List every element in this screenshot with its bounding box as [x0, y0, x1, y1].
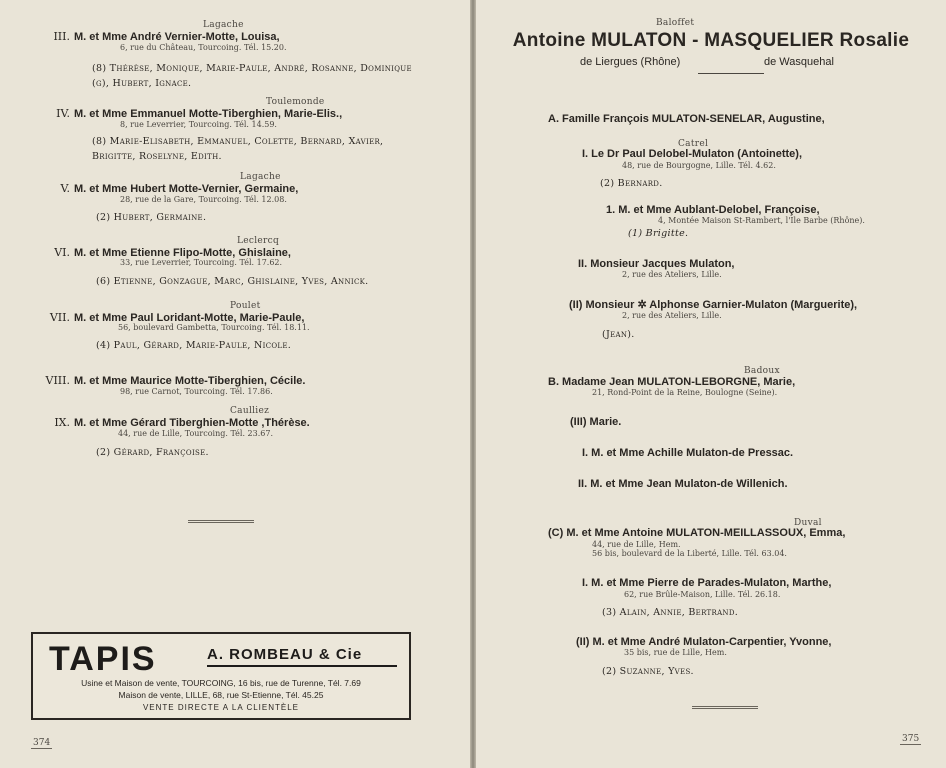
- household-name: M. et Mme Etienne Flipo-Motte, Ghislaine,: [74, 247, 291, 259]
- roman-numeral: VII.: [49, 311, 70, 324]
- maiden-name: Duval: [794, 518, 822, 528]
- household-name: M. et Mme Gérard Tiberghien-Motte ,Thérèse.: [74, 417, 310, 429]
- ad-rule: [207, 665, 397, 667]
- ad-line-2: Maison de vente, LILLE, 68, rue St-Etienne, Tél. 45.25: [118, 690, 324, 700]
- right-page: [476, 0, 946, 768]
- household-name: M. et Mme Hubert Motte-Vernier, Germaine,: [74, 183, 299, 195]
- household-heading: [40, 374, 305, 387]
- household-name: M. et Mme Maurice Motte-Tiberghien, Cécile.: [74, 375, 306, 387]
- address: 62, rue Brûle-Maison, Lille. Tél. 26.18.: [624, 590, 781, 599]
- household-heading: [40, 182, 298, 195]
- household-heading: [40, 107, 342, 120]
- maiden-name: Toulemonde: [266, 97, 325, 107]
- address: 4, Montée Maison St-Rambert, l'Ile Barbe (Rhône).: [658, 216, 865, 225]
- advertisement: [31, 632, 411, 720]
- roman-numeral: III.: [53, 30, 70, 43]
- ad-line-3: VENTE DIRECTE A LA CLIENTÈLE: [142, 703, 300, 712]
- ad-line-1: Usine et Maison de vente, TOURCOING, 16 bis, rue de Turenne, Tél. 7.69: [81, 678, 361, 688]
- address: 28, rue de la Gare, Tourcoing. Tél. 12.08.: [120, 195, 287, 204]
- household-name: M. et Mme André Vernier-Motte, Louisa,: [74, 31, 280, 43]
- address: 44, rue de Lille, Tourcoing. Tél. 23.67.: [118, 429, 273, 438]
- branch-heading: (C) M. et Mme Antoine MULATON-MEILLASSOUX, Emma,: [548, 527, 846, 539]
- branch-heading: B. Madame Jean MULATON-LEBORGNE, Marie,: [548, 376, 796, 388]
- household-heading: (III) Marie.: [570, 416, 622, 428]
- household-heading: [40, 30, 280, 43]
- children-list: (8) Thérèse, Monique, Marie-Paule, André, Rosanne, Dominique (g), Hubert, Ignace.: [92, 63, 412, 89]
- roman-numeral: IX.: [54, 416, 70, 429]
- section-divider: [692, 706, 758, 709]
- maiden-name: Badoux: [744, 366, 780, 376]
- roman-numeral: V.: [60, 182, 70, 195]
- children-list: (2) Hubert, Germaine.: [96, 212, 207, 223]
- ad-firm-name: A. ROMBEAU & Cie: [207, 646, 363, 663]
- address: 2, rue des Ateliers, Lille.: [622, 270, 722, 279]
- left-page: [0, 0, 470, 768]
- address-2: 56 bis, boulevard de la Liberté, Lille. Tél. 63.04.: [592, 549, 787, 558]
- maiden-name: Baloffet: [656, 18, 695, 28]
- title-rule: [698, 73, 764, 74]
- address: 21, Rond-Point de la Reine, Boulogne (Seine).: [592, 388, 778, 397]
- children-list: (4) Paul, Gérard, Marie-Paule, Nicole.: [96, 340, 292, 351]
- children-list: (1) Brigitte.: [628, 228, 689, 239]
- household-heading: I. Le Dr Paul Delobel-Mulaton (Antoinette),: [582, 148, 802, 160]
- children-list: (2) Suzanne, Yves.: [602, 666, 694, 677]
- maiden-name: Leclercq: [237, 236, 280, 246]
- children-list: (2) Gérard, Françoise.: [96, 447, 209, 458]
- address: 33, rue Leverrier, Tourcoing. Tél. 17.62.: [120, 258, 283, 267]
- household-heading: II. M. et Mme Jean Mulaton-de Willenich.: [578, 478, 788, 490]
- family-title: Antoine MULATON - MASQUELIER Rosalie: [512, 30, 910, 51]
- section-divider: [188, 520, 254, 523]
- children-list: (8) Marie-Elisabeth, Emmanuel, Colette, Bernard, Xavier, Brigitte, Roselyne, Edith.: [92, 136, 384, 162]
- maiden-name: Lagache: [203, 20, 244, 30]
- page-number: 375: [902, 734, 920, 744]
- branch-heading: A. Famille François MULATON-SENELAR, Augustine,: [548, 113, 825, 125]
- household-heading: I. M. et Mme Achille Mulaton-de Pressac.: [582, 447, 794, 459]
- household-heading: 1. M. et Mme Aublant-Delobel, Françoise,: [606, 204, 820, 216]
- children-list: (Jean).: [602, 329, 635, 340]
- address: 8, rue Leverrier, Tourcoing. Tél. 14.59.: [120, 120, 277, 129]
- address: 2, rue des Ateliers, Lille.: [622, 311, 722, 320]
- page-number: 374: [33, 738, 51, 748]
- roman-numeral: VIII.: [45, 374, 70, 387]
- address: 56, boulevard Gambetta, Tourcoing. Tél. 18.11.: [118, 323, 310, 332]
- children-list: (2) Bernard.: [600, 178, 663, 189]
- children-list: (6) Etienne, Gonzague, Marc, Ghislaine, Yves, Annick.: [96, 276, 369, 287]
- address: 48, rue de Bourgogne, Lille. Tél. 4.62.: [622, 161, 776, 170]
- children-list: (3) Alain, Annie, Bertrand.: [602, 607, 739, 618]
- ad-headline: TAPIS: [49, 640, 157, 678]
- address: 44, rue de Lille, Hem.: [592, 540, 681, 549]
- household-heading: (II) Monsieur ✲ Alphonse Garnier-Mulaton (Marguerite),: [569, 299, 858, 311]
- maiden-name: Catrel: [678, 139, 709, 149]
- maiden-name: Lagache: [240, 172, 281, 182]
- household-name: M. et Mme Paul Loridant-Motte, Marie-Paule,: [74, 312, 305, 324]
- household-heading: II. Monsieur Jacques Mulaton,: [578, 258, 735, 270]
- household-name: M. et Mme Emmanuel Motte-Tiberghien, Marie-Elis.,: [74, 108, 343, 120]
- household-heading: I. M. et Mme Pierre de Parades-Mulaton, Marthe,: [582, 577, 832, 589]
- household-heading: (II) M. et Mme André Mulaton-Carpentier, Yvonne,: [576, 636, 832, 648]
- address: 6, rue du Château, Tourcoing. Tél. 15.20.: [120, 43, 287, 52]
- origin-left: de Liergues (Rhône): [580, 56, 681, 68]
- roman-numeral: VI.: [54, 246, 70, 259]
- roman-numeral: IV.: [56, 107, 70, 120]
- origin-right: de Wasquehal: [764, 56, 834, 68]
- household-heading: [40, 416, 310, 429]
- address: 35 bis, rue de Lille, Hem.: [624, 648, 727, 657]
- maiden-name: Poulet: [230, 301, 261, 311]
- maiden-name: Caulliez: [230, 406, 270, 416]
- address: 98, rue Carnot, Tourcoing. Tél. 17.86.: [120, 387, 273, 396]
